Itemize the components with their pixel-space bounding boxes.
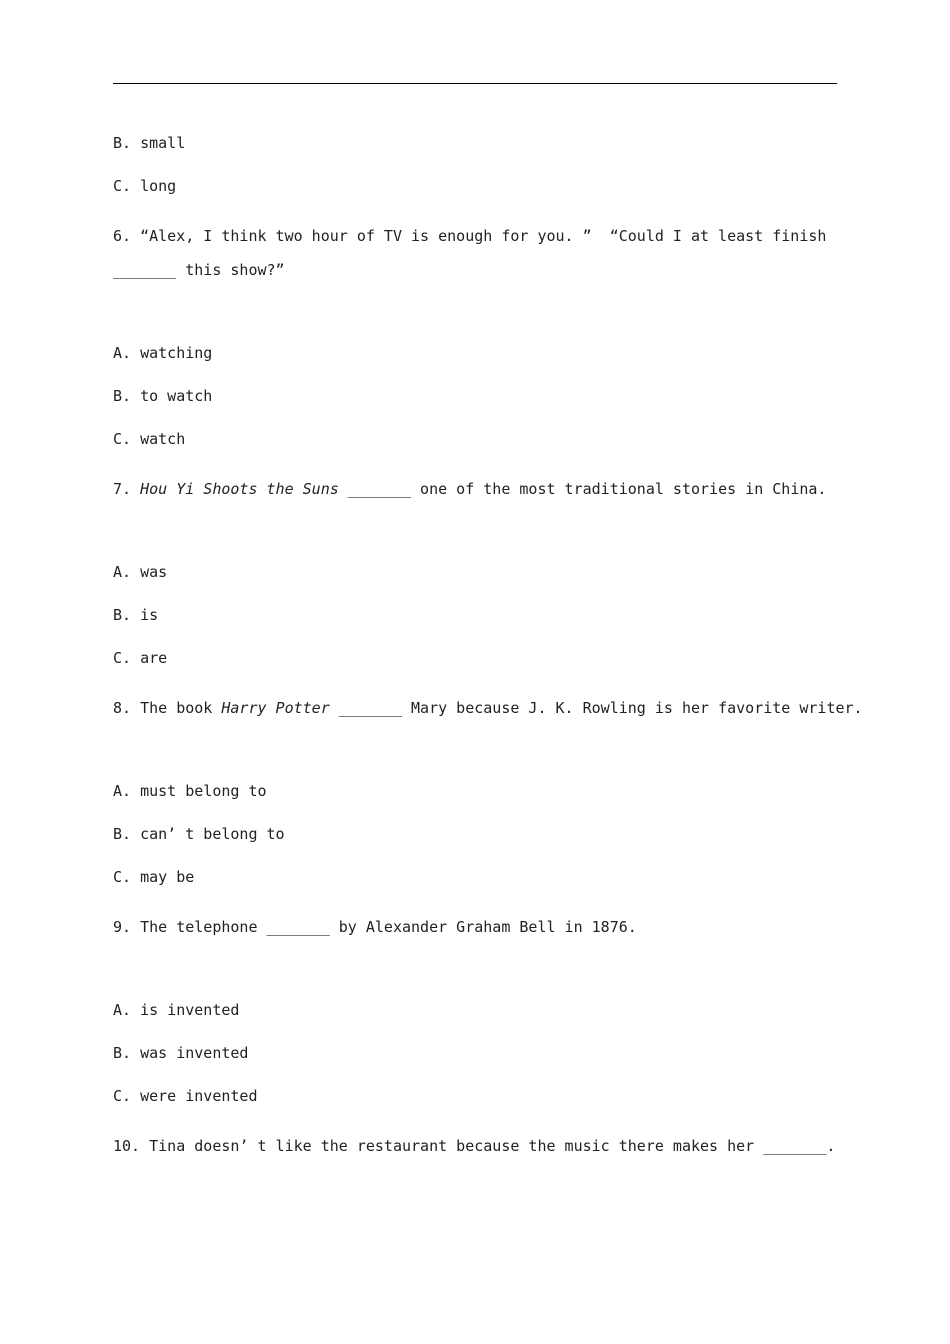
question-9-option-a: A. is invented (113, 1001, 240, 1019)
question-7-option-b: B. is (113, 606, 159, 624)
question-6-line-1: 6. “Alex, I think two hour of TV is enough for you. ” “Could I at least finish (113, 227, 827, 245)
story-title: Hou Yi Shoots the Suns (140, 480, 339, 498)
header-rule (113, 83, 837, 84)
question-8-option-c: C. may be (113, 868, 195, 886)
question-7-option-c: C. are (113, 649, 168, 667)
question-text: _______ Mary because J. K. Rowling is her favorite writer. (329, 699, 863, 717)
question-9-option-b: B. was invented (113, 1044, 249, 1062)
question-6-option-b: B. to watch (113, 387, 213, 405)
question-9-option-c: C. were invented (113, 1087, 258, 1105)
question-6-option-a: A. watching (113, 344, 213, 362)
question-7-stem (113, 480, 826, 498)
question-number: 7. (113, 480, 141, 498)
question-8-option-b: B. can’ t belong to (113, 825, 285, 843)
question-text: _______ one of the most traditional stories in China. (338, 480, 827, 498)
question-8-stem (113, 699, 863, 717)
question-10-stem: 10. Tina doesn’ t like the restaurant because the music there makes her _______. (113, 1137, 836, 1155)
option-b: B. small (113, 134, 186, 152)
option-c: C. long (113, 177, 177, 195)
question-7-option-a: A. was (113, 563, 168, 581)
question-prefix: 8. The book (113, 699, 222, 717)
book-title: Harry Potter (221, 699, 330, 717)
question-9-stem: 9. The telephone _______ by Alexander Graham Bell in 1876. (113, 918, 637, 936)
question-6-line-2: _______ this show?” (113, 261, 285, 279)
question-8-option-a: A. must belong to (113, 782, 267, 800)
question-6-option-c: C. watch (113, 430, 186, 448)
